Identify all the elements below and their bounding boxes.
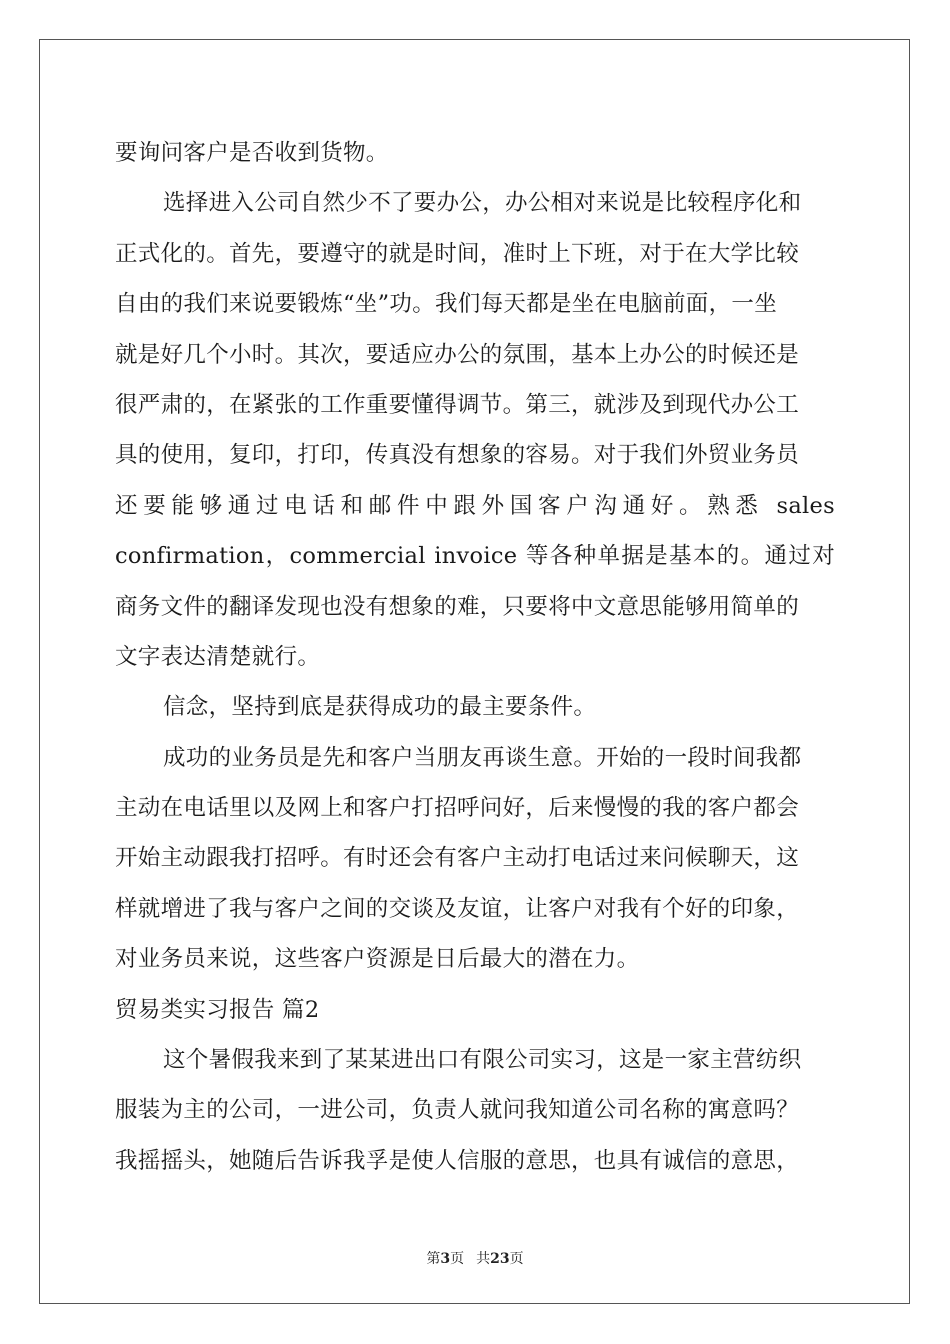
page-prefix: 第	[426, 1251, 441, 1267]
text-line: 要询问客户是否收到货物。	[115, 140, 389, 166]
total-unit: 页	[509, 1251, 524, 1267]
paragraph-start-line: 信念，坚持到底是获得成功的最主要条件。	[163, 694, 597, 721]
text-line: 就是好几个小时。其次，要适应办公的氛围，基本上办公的时候还是	[115, 341, 800, 368]
paragraph-start-line: 选择进入公司自然少不了要办公，办公相对来说是比较程序化和	[163, 190, 802, 217]
text-line: 样就增进了我与客户之间的交谈及友谊，让客户对我有个好的印象，	[115, 895, 800, 922]
page-unit: 页	[450, 1251, 465, 1267]
text-line: 我摇摇头，她随后告诉我孚是使人信服的意思，也具有诚信的意思，	[115, 1147, 800, 1174]
text-line: 自由的我们来说要锻炼“坐”功。我们每天都是坐在电脑前面，一坐	[115, 291, 778, 318]
text-line: 具的使用，复印，打印，传真没有想象的容易。对于我们外贸业务员	[115, 442, 800, 469]
text-line: 还要能够通过电话和邮件中跟外国客户沟通好。熟悉 sales	[115, 492, 835, 519]
page-footer	[0, 1248, 950, 1268]
text-line: 很严肃的，在紧张的工作重要懂得调节。第三，就涉及到现代办公工	[115, 391, 800, 418]
text-line: 正式化的。首先，要遵守的就是时间，准时上下班，对于在大学比较	[115, 240, 800, 267]
text-line: 对业务员来说，这些客户资源是日后最大的潜在力。	[115, 946, 640, 973]
document-body	[115, 128, 835, 1186]
page-total: 23	[490, 1251, 510, 1267]
paragraph-start-line: 成功的业务员是先和客户当朋友再谈生意。开始的一段时间我都	[163, 744, 802, 771]
page-current: 3	[440, 1251, 451, 1267]
paragraph-start-line: 这个暑假我来到了某某进出口有限公司实习，这是一家主营纺织	[163, 1047, 802, 1074]
text-line: 文字表达清楚就行。	[115, 643, 321, 670]
text-line: 商务文件的翻译发现也没有想象的难，只要将中文意思能够用简单的	[115, 593, 800, 620]
text-line: confirmation，commercial invoice 等各种单据是基本的。通过对	[115, 543, 835, 570]
text-line: 服装为主的公司，一进公司，负责人就问我知道公司名称的寓意吗？	[115, 1097, 800, 1124]
section-heading: 贸易类实习报告 篇2	[115, 996, 320, 1023]
text-line: 开始主动跟我打招呼。有时还会有客户主动打电话过来问候聊天，这	[115, 845, 800, 872]
total-prefix: 共	[476, 1251, 491, 1267]
text-line: 主动在电话里以及网上和客户打招呼问好，后来慢慢的我的客户都会	[115, 795, 800, 822]
